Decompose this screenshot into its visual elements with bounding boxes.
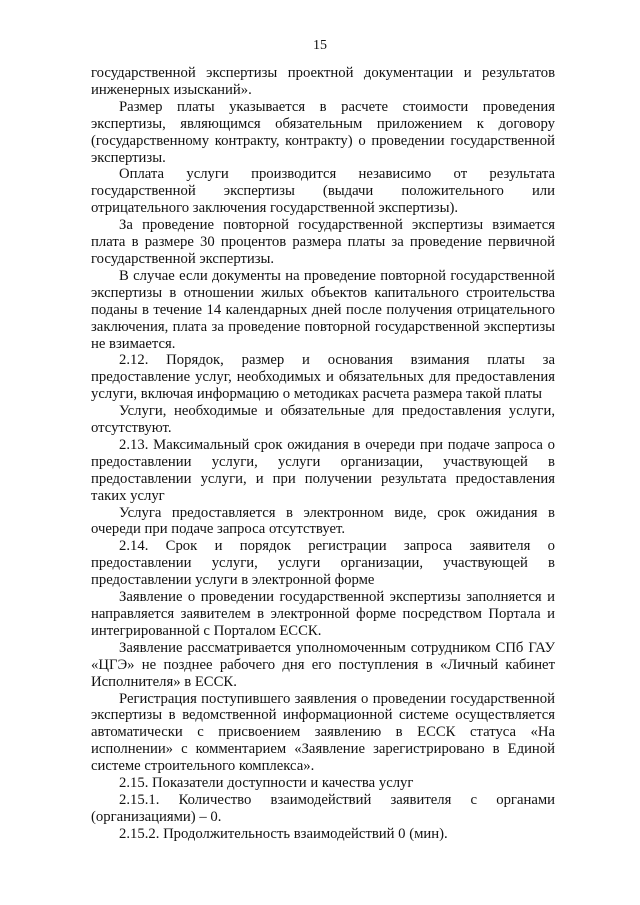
section-heading-2-15: 2.15. Показатели доступности и качества услуг: [119, 775, 414, 792]
paragraph: Услуги, необходимые и обязательные для предоставления услуги, отсутствуют.: [91, 403, 555, 437]
section-heading-2-13: 2.13. Максимальный срок ожидания в очереди при подаче запроса о предоставлении услуги, услуги организации, участвующей в предоставлении услуги, и при получении результата предоставления таких услуг: [91, 436, 555, 504]
section-heading-2-12: 2.12. Порядок, размер и основания взимания платы за предоставление услуг, необходимых и обязательных для предоставления услуги, включая информацию о методиках расчета размера такой платы: [91, 352, 555, 403]
section-heading-2-14: 2.14. Срок и порядок регистрации запроса заявителя о предоставлении услуги, услуги организации, участвующей в предоставлении услуги в электронной форме: [91, 538, 555, 589]
paragraph: Заявление о проведении государственной экспертизы заполняется и направляется заявителем в электронной форме посредством Портала и интегрированной с Порталом ЕССК.: [91, 589, 555, 639]
paragraph: В случае если документы на проведение повторной государственной экспертизы в отношении жилых объектов капитального строительства поданы в течение 14 календарных дней после получения отрицательного заключения, плата за проведение повторной государственной экспертизы не взимается.: [91, 267, 555, 352]
subsection-2-15-1: 2.15.1. Количество взаимодействий заявителя с органами (организациями) – 0.: [91, 791, 555, 825]
paragraph: Услуга предоставляется в электронном виде, срок ожидания в очереди при подаче запроса отсутствует.: [91, 504, 555, 538]
paragraph: За проведение повторной государственной экспертизы взимается плата в размере 30 процентов размера платы за проведение первичной государственной экспертизы.: [91, 217, 555, 267]
document-body: [91, 65, 555, 843]
page-number: 15: [313, 38, 327, 53]
paragraph: государственной экспертизы проектной документации и результатов инженерных изысканий».: [91, 65, 555, 98]
paragraph: Заявление рассматривается уполномоченным сотрудником СПб ГАУ «ЦГЭ» не позднее рабочего дня его поступления в «Личный кабинет Исполнителя» в ЕССК.: [91, 639, 555, 690]
paragraph: Регистрация поступившего заявления о проведении государственной экспертизы в ведомственной информационной системе осуществляется автоматически с присвоением заявлению в ЕССК статуса «На исполнении» с комментарием «Заявление зарегистрировано в Единой системе строительного комплекса».: [91, 690, 555, 775]
paragraph: Размер платы указывается в расчете стоимости проведения экспертизы, являющимся обязательным приложением к договору (государственному контракту, контракту) о проведении государственной экспертизы.: [91, 98, 555, 166]
paragraph: Оплата услуги производится независимо от результата государственной экспертизы (выдачи положительного или отрицательного заключения государственной экспертизы).: [91, 166, 555, 217]
subsection-2-15-2: 2.15.2. Продолжительность взаимодействий 0 (мин).: [119, 825, 448, 842]
